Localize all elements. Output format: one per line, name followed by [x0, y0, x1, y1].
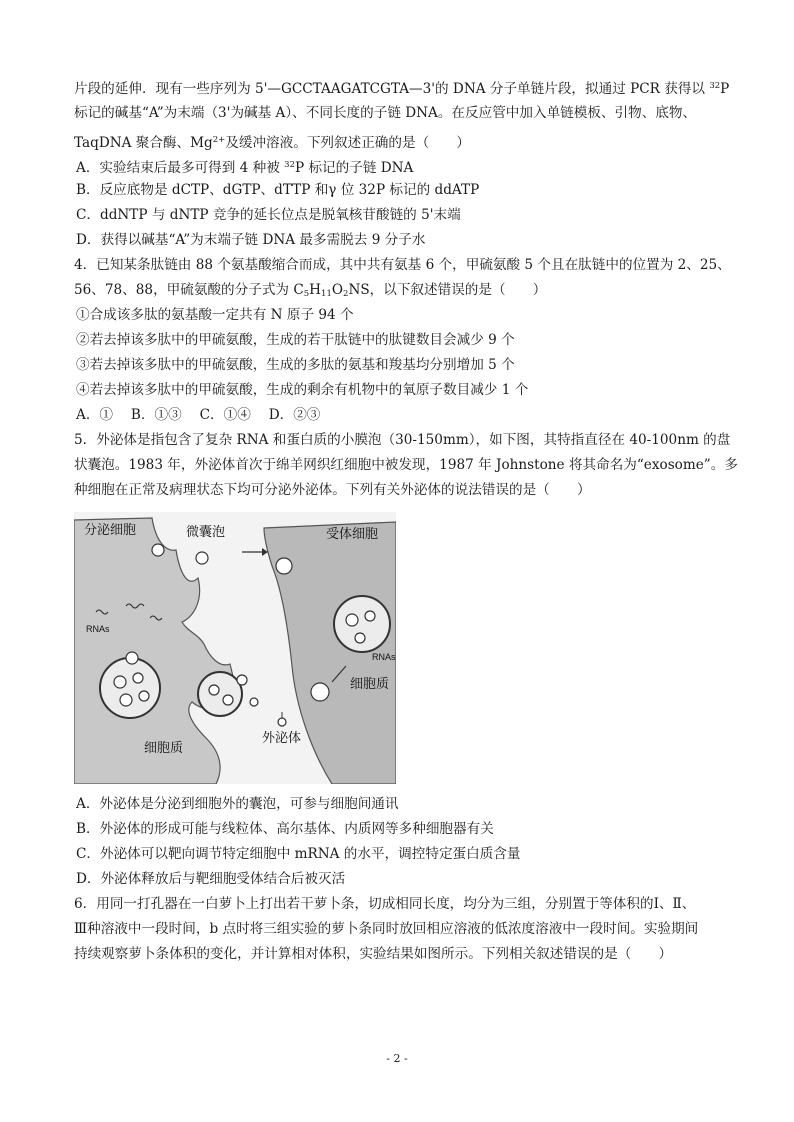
q5-option-a: A．外泌体是分泌到细胞外的囊泡，可参与细胞间通讯 — [76, 796, 399, 812]
exosome-particle — [237, 675, 247, 685]
q3-option-a: A．实验结束后最多可得到 4 种被 $^{32}$P 标记的子链 DNA — [76, 160, 414, 176]
q3-option-c: C．ddNTP 与 dNTP 竞争的延长位点是脱氧核苷酸链的 5'末端 — [76, 207, 461, 223]
q4-line-1: 4．已知某条肽链由 88 个氨基酸缩合而成，其中共有氨基 6 个，甲硫氨酸 5 个且在肽链中的位置为 2、25、 — [74, 257, 731, 273]
exosome-particle — [278, 718, 286, 726]
q6-line-2: Ⅲ种溶液中一段时间，b 点时将三组实验的萝卜条同时放回相应溶液的低浓度溶液中一段时间。实验期间 — [74, 921, 699, 937]
q6-line-1: 6．用同一打孔器在一白萝卜上打出若干萝卜条，切成相同长度，均分为三组，分别置于等体积的Ⅰ、Ⅱ、 — [74, 896, 696, 912]
label-receptor-cell: 受体细胞 — [326, 526, 379, 541]
q4-line-2: 56、78、88，甲硫氨酸的分子式为 $C_5H_{11}O_2NS$，以下叙述错误的是（ ） — [74, 282, 547, 299]
exosome-particle — [250, 698, 258, 706]
q4-options: A．① B．①③ C．①④ D．②③ — [76, 407, 321, 423]
q4-statement-4: ④若去掉该多肽中的甲硫氨酸，生成的剩余有机物中的氧原子数目减少 1 个 — [76, 382, 529, 398]
receptor-endosome — [334, 596, 390, 652]
q4-statement-3: ③若去掉该多肽中的甲硫氨酸，生成的多肽的氨基和羧基均分别增加 5 个 — [76, 357, 515, 373]
q3-option-d: D．获得以碱基“A”为末端子链 DNA 最多需脱去 9 分子水 — [76, 232, 426, 248]
budding-vesicle — [126, 652, 138, 664]
intraluminal-vesicle — [120, 694, 132, 706]
multivesicular-body — [100, 658, 160, 718]
microvesicle-particle — [196, 552, 208, 564]
q5-line-3: 种细胞在正常及病理状态下均可分泌外泌体。下列有关外泌体的说法错误的是（ ） — [74, 482, 591, 498]
label-exosome: 外泌体 — [262, 730, 302, 745]
q5-line-2: 状囊泡。1983 年，外泌体首次于绵羊网织红细胞中被发现，1987 年 Johnstone 将其命名为“exosome”。多 — [74, 457, 738, 473]
q6-line-3: 持续观察萝卜条体积的变化，并计算相对体积，实验结果如图所示。下列相关叙述错误的是（ ） — [74, 946, 673, 962]
intraluminal-vesicle — [209, 685, 219, 695]
q4-statement-1: ①合成该多肽的氨基酸一定共有 N 原子 94 个 — [76, 307, 354, 323]
q5-option-b: B．外泌体的形成可能与线粒体、高尔基体、内质网等多种细胞器有关 — [76, 821, 494, 837]
q5-option-d: D．外泌体释放后与靶细胞受体结合后被灭活 — [76, 871, 346, 887]
label-secreting-cell: 分泌细胞 — [84, 522, 137, 537]
q3-line-1: 片段的延伸．现有一些序列为 5'—GCCTAAGATCGTA—3'的 DNA 分子单链片段，拟通过 PCR 获得以 $^{32}$P — [74, 81, 730, 97]
intraluminal-vesicle — [114, 676, 126, 688]
internalized-exosome — [365, 611, 375, 621]
docked-exosome — [311, 683, 329, 701]
label-cytoplasm-right: 细胞质 — [350, 676, 390, 691]
internalized-exosome — [346, 614, 358, 626]
label-rnas-left: RNAs — [86, 624, 110, 634]
microvesicle-particle — [152, 544, 164, 556]
exosome-diagram — [74, 512, 396, 784]
intraluminal-vesicle — [133, 673, 143, 683]
intraluminal-vesicle — [139, 691, 149, 701]
intraluminal-vesicle — [223, 695, 233, 705]
microvesicle-particle — [276, 558, 292, 574]
q3-line-2: 标记的碱基“A”为末端（3'为碱基 A）、不同长度的子链 DNA。在反应管中加入单链模板、引物、底物、 — [74, 105, 697, 121]
fusing-multivesicular-body — [198, 672, 242, 716]
q4-statement-2: ②若去掉该多肽中的甲硫氨酸，生成的若干肽链中的肽键数目会减少 9 个 — [76, 332, 515, 348]
q3-line-3: TaqDNA 聚合酶、$Mg^{2+}$及缓冲溶液。下列叙述正确的是（ ） — [74, 135, 470, 151]
internalized-exosome — [355, 633, 365, 643]
page-number: - 2 - — [386, 1052, 408, 1065]
label-cytoplasm-left: 细胞质 — [144, 740, 184, 755]
label-rnas-right: RNAs — [372, 652, 396, 662]
q5-line-1: 5．外泌体是指包含了复杂 RNA 和蛋白质的小膜泡（30-150mm），如下图，其特指直径在 40-100nm 的盘 — [74, 432, 731, 448]
q5-option-c: C．外泌体可以靶向调节特定细胞中 mRNA 的水平，调控特定蛋白质含量 — [76, 846, 521, 862]
q3-option-b: B．反应底物是 dCTP、dGTP、dTTP 和γ 位 32P 标记的 ddATP — [76, 182, 480, 198]
label-microvesicle: 微囊泡 — [186, 524, 226, 539]
